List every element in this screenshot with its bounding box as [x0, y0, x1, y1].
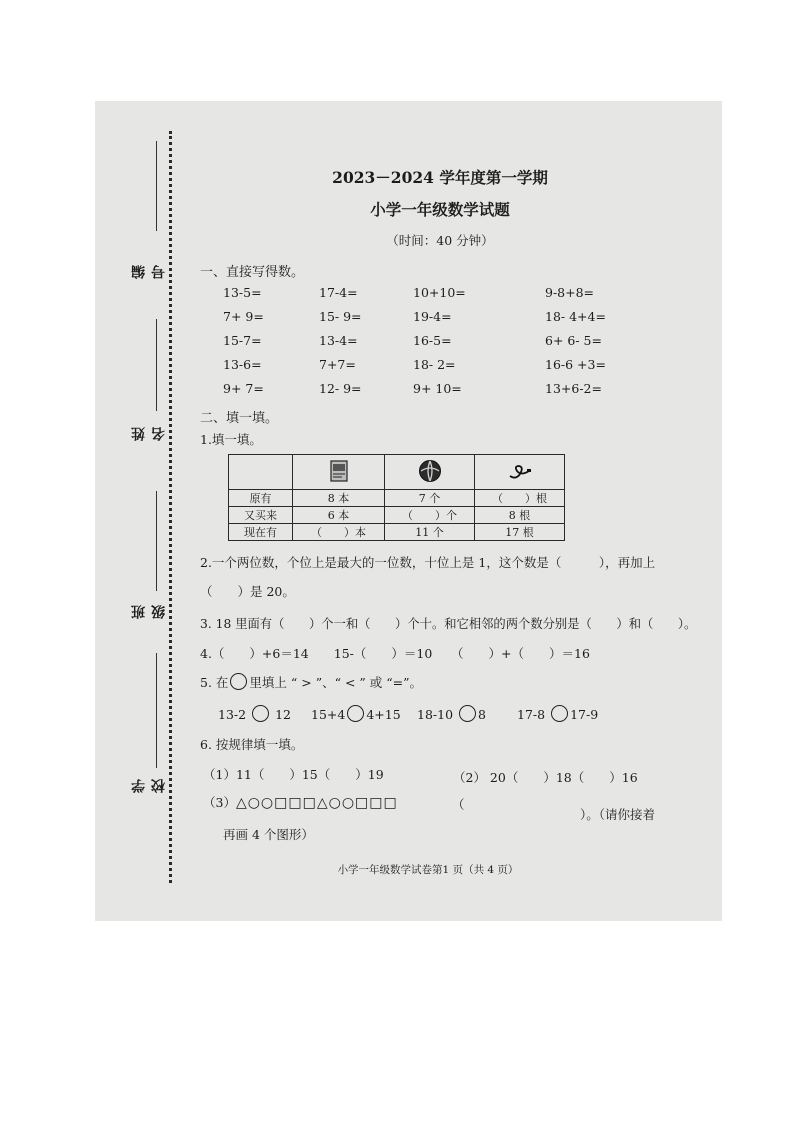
table-cell [385, 455, 475, 490]
table-cell: 又买来 [229, 507, 293, 524]
compare-left: 13-2 [218, 707, 247, 722]
compare-right: 17-9 [570, 707, 599, 722]
table-cell: （ ）本 [293, 524, 385, 541]
calc-item: 12- 9= [319, 381, 362, 396]
table-row [229, 507, 565, 524]
compare-item [311, 705, 401, 722]
calc-item: 16-5= [413, 333, 452, 348]
compare-circle[interactable] [551, 705, 568, 722]
q6-label: 6. 按规律填一填。 [200, 737, 304, 752]
q6-part3-line2: 再画 4 个图形） [223, 827, 314, 842]
calc-item: 9+ 7= [223, 381, 264, 396]
table-cell: 8 根 [475, 507, 565, 524]
compare-right: 4+15 [366, 707, 401, 722]
q6-part1: （1）11（ ）15（ ）19 [203, 767, 384, 782]
exam-title-year: 2023－2024 学年度第一学期 [332, 168, 548, 187]
shape-sequence: △○○□□□△○○□□□ [235, 795, 398, 811]
calc-item: 13-4= [319, 333, 358, 348]
calc-item: 6+ 6- 5= [545, 333, 602, 348]
q6-part3-prefix: （3） [203, 795, 236, 810]
calc-item: 10+10= [413, 285, 466, 300]
rope-icon [507, 461, 533, 484]
calc-item: 19-4= [413, 309, 452, 324]
book-icon [330, 460, 348, 485]
calc-item: 7+ 9= [223, 309, 264, 324]
compare-left: 17-8 [517, 707, 546, 722]
table-cell [229, 455, 293, 490]
table-cell: 7 个 [385, 490, 475, 507]
page-footer: 小学一年级数学试卷第1 页（共 4 页） [337, 864, 519, 876]
q6-part2: （2） 20（ ）18（ ）16 [453, 770, 638, 785]
calc-item: 15-7= [223, 333, 262, 348]
circle-icon [230, 673, 247, 690]
q5-instruction [200, 673, 422, 691]
calc-item: 7+7= [319, 357, 356, 372]
q6-part3-suffix: ）。（请你接着 [580, 807, 656, 822]
q3-text: 3. 18 里面有（ ）个一和（ ）个十。和它相邻的两个数分别是（ ）和（ ）。 [200, 617, 697, 631]
table-cell: 8 本 [293, 490, 385, 507]
table-cell [475, 455, 565, 490]
number-label: 编号 [131, 259, 167, 279]
compare-circle[interactable] [347, 705, 364, 722]
calc-item: 15- 9= [319, 309, 362, 324]
table-cell [293, 455, 385, 490]
compare-left: 15+4 [311, 707, 346, 722]
table-cell: （ ）根 [475, 490, 565, 507]
compare-item [517, 705, 598, 722]
calc-item: 9+ 10= [413, 381, 462, 396]
table-row [229, 490, 565, 507]
table-cell: 11 个 [385, 524, 475, 541]
compare-left: 18-10 [417, 707, 454, 722]
calc-item: 13-6= [223, 357, 262, 372]
calc-item: 18- 4+4= [545, 309, 606, 324]
calc-item: 18- 2= [413, 357, 456, 372]
table-cell: 6 本 [293, 507, 385, 524]
name-label: 姓名 [131, 421, 167, 441]
q6-part3 [203, 793, 398, 811]
table-row [229, 524, 565, 541]
q4-text: 4.（ ）+6＝14 15-（ ）＝10 （ ）+（ ）＝16 [200, 646, 590, 661]
exam-content [95, 101, 722, 921]
compare-item [417, 705, 486, 722]
q1-table [228, 454, 565, 541]
table-cell: 现在有 [229, 524, 293, 541]
exam-time: （时间：40 分钟） [386, 233, 494, 248]
q1-label: 1.填一填。 [200, 432, 262, 447]
calc-item: 13-5= [223, 285, 262, 300]
section2-title: 二、填一填。 [200, 411, 279, 426]
calc-item: 16-6 +3= [545, 357, 606, 372]
table-cell: 17 根 [475, 524, 565, 541]
q2-line1: 2.一个两位数，个位上是最大的一位数，十位上是 1，这个数是（ ），再加上 [200, 555, 656, 570]
calc-item: 13+6-2= [545, 381, 602, 396]
section1-title: 一、直接写得数。 [200, 265, 305, 280]
q2-line2: （ ）是 20。 [200, 584, 295, 599]
q6-part3-blank-open: （ [452, 797, 465, 812]
compare-right: 8 [478, 707, 486, 722]
calc-item: 17-4= [319, 285, 358, 300]
table-header-row [229, 455, 565, 490]
table-cell: 原有 [229, 490, 293, 507]
q5-suffix: 里填上 “ > ”、“ < ” 或 “=”。 [249, 675, 422, 690]
exam-sheet [95, 101, 722, 921]
school-label: 学校 [131, 773, 167, 793]
compare-item [218, 705, 291, 722]
ball-icon [418, 459, 442, 486]
class-label: 班级 [131, 599, 167, 619]
table-cell: （ ）个 [385, 507, 475, 524]
compare-circle[interactable] [252, 705, 269, 722]
q5-prefix: 5. 在 [200, 675, 229, 690]
compare-circle[interactable] [459, 705, 476, 722]
compare-right: 12 [275, 707, 291, 722]
calc-item: 9-8+8= [545, 285, 595, 300]
exam-title: 小学一年级数学试题 [370, 200, 510, 219]
